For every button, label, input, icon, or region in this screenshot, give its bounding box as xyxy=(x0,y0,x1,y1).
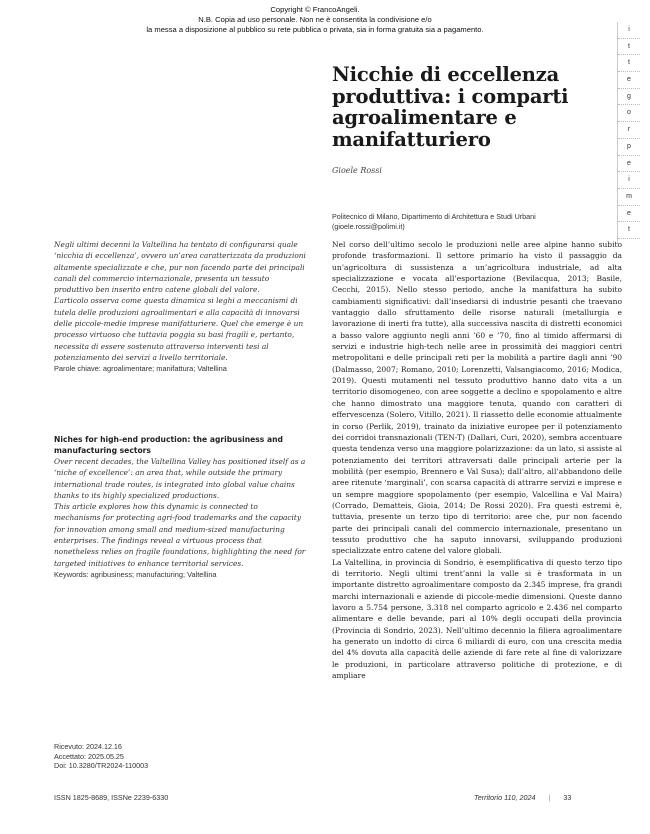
abstract-en-paragraph-2: This article explores how this dynamic is connected to mechanisms for protecting agri-food trademarks and the capacity for innovation among small and medium-sized manufacturing enterprises. The findings reveal a virtuous process that nonetheless relies on fragile foundations, highlighting the need for targeted initiatives to enhance territorial services. xyxy=(54,502,306,568)
affiliation-institution: Politecnico di Milano, Dipartimento di Architettura e Studi Urbani xyxy=(332,212,536,221)
footer-page-number: 33 xyxy=(563,793,572,802)
side-letter: t xyxy=(618,55,640,72)
side-letter: i xyxy=(618,172,640,189)
submission-dates xyxy=(54,742,148,771)
article-title: Nicchie di eccellenza produttiva: i comparti agroalimentare e manifatturiero xyxy=(332,63,569,151)
abstract-it-keywords: Parole chiave: agroalimentare; manifattura; Valtellina xyxy=(54,364,227,374)
footer-separator: | xyxy=(548,793,551,802)
side-letter: e xyxy=(618,206,640,223)
copyright-line-1: Copyright © FrancoAngeli. xyxy=(270,5,360,14)
abstract-english xyxy=(54,456,306,580)
side-letter: t xyxy=(618,39,640,56)
accepted-date: Accettato: 2025.05.25 xyxy=(54,751,124,761)
copyright-notice xyxy=(0,5,630,35)
author-affiliation xyxy=(332,212,622,232)
side-letter: e xyxy=(618,72,640,89)
article-body xyxy=(332,239,622,681)
footer-issue: 110, 2024 xyxy=(504,793,536,802)
body-paragraph-1: Nel corso dell’ultimo secolo le produzioni nelle aree alpine hanno subito profonde trasformazioni. Il settore primario ha visto il passaggio da un’agricoltura di sussistenza a un’agricoltura industriale, ad alta specializzazione e vocata all’esportazione (Bevilacqua, 2013; Basile, Cecchi, 2015). Nello stesso periodo, anche la manifattura ha subito cambiamenti significativi: dall’insediarsi di industrie pesanti che traevano vantaggio dallo sfruttamento delle risorse naturali (metallurgia e lavorazione di inerti fra tutte), alla successiva nascita di distretti economici a basso valore aggiunto negli anni ’60 e ’70, fino al timido affermarsi di servizi e industrie high-tech nelle aree in prossimità dei maggiori centri metropolitani e delle principali reti per la mobilità a partire dagli anni ’90 (Dalmasso, 2007; Romano, 2010; Lorenzetti, Valsangiacomo, 2016; Modica, 2019). Questi mutamenti nel tessuto produttivo hanno dato vita a un territorio disomogeneo, con aree soggette a declino e spopolamento e altre che hanno dimostrato una maggiore tenuta, quando con caratteri di effervescenza (Solero, Vitillo, 2021). Il riassetto delle economie attualmente in corso (Perlik, 2019), trainato da iniziative europee per il potenziamento dei corridoi transnazionali (TEN-T) (Dallari, Curi, 2020), sembra accentuare questa tendenza verso una maggiore polarizzazione: da un lato, si assiste al potenziamento dei territori attraversati dalle principali arterie per la mobilità (per esempio, Brennero e Val Susa); dall’altro, all’abbandono delle aree ritenute ‘marginali’, con scarsa capacità di attrarre servizi e imprese e un sempre maggiore spopolamento (per esempio, Valcellina e Val Maira) (Corrado, Dematteis, Gioia, 2014; De Rossi 2020). Fra questi estremi è, tuttavia, presente un terzo tipo di territorio: aree che, pur non facendo parte dei principali canali del commercio internazionale, presentano un tessuto produttivo che ha saputo innovarsi, sviluppando produzioni specializzate entro catene del valore globali. xyxy=(332,240,623,556)
side-letter: g xyxy=(618,89,640,106)
article-author: Gioele Rossi xyxy=(332,166,382,175)
footer-issn: ISSN 1825-8689, ISSNe 2239-6330 xyxy=(54,793,169,802)
doi[interactable]: Doi: 10.3280/TR2024-110003 xyxy=(54,761,149,771)
received-date: Ricevuto: 2024.12.16 xyxy=(54,742,122,751)
abstract-it-paragraph-2: L’articolo osserva come questa dinamica si leghi a meccanismi di tutela delle produzioni agroalimentari e alla capacità di innovarsi delle piccole-medie imprese manifatturiere. Quel che emerge è un processo virtuoso che tuttavia poggia su basi fragili e, pertanto, necessita di essere sostenuto attraverso interventi tesi al potenziamento dei servizi a livello territoriale. xyxy=(54,296,304,362)
side-letter: i xyxy=(618,22,640,39)
body-paragraph-2: La Valtellina, in provincia di Sondrio, è esemplificativa di questo terzo tipo di territorio. Negli ultimi trent’anni la valle si è trasformata in un importante distretto agroalimentare composto da 2.345 imprese, fra grandi marchi internazionali e aziende di piccole-medie dimensioni. Queste danno lavoro a 5.754 persone, 3.318 nel comparto agricolo e 2.436 nel comparto alimentare e delle bevande, pari al 10% degli occupati della provincia (Provincia di Sondrio, 2023). Nell’ultimo decennio la filiera agroalimentare ha generato un indotto di circa 6 miliardi di euro, con una crescita media del 4% dovuta alla capacità delle aziende di fare rete al fine di valorizzare le produzioni, in particolare attraverso politiche di protezione, e di ampliare xyxy=(332,557,622,681)
abstract-italian xyxy=(54,239,306,375)
footer-journal-info xyxy=(474,793,571,802)
side-letter: t xyxy=(618,222,640,239)
english-title: Niches for high-end production: the agribusiness and manufacturing sectors xyxy=(54,435,283,455)
side-letter: p xyxy=(618,139,640,156)
abstract-en-keywords: Keywords: agribusiness; manufacturing; Valtellina xyxy=(54,569,217,579)
side-letter: o xyxy=(618,105,640,122)
abstract-en-paragraph-1: Over recent decades, the Valtellina Valley has positioned itself as a ‘niche of excellence’: an area that, while outside the primary international trade routes, is integrated into global value chains thanks to its highly specialized productions. xyxy=(54,457,306,500)
side-letter: r xyxy=(618,122,640,139)
footer-journal-name: Territorio xyxy=(474,793,503,802)
copyright-line-3: la messa a disposizione al pubblico su rete pubblica o privata, sia in forma gratuita sia a pagamento. xyxy=(146,25,484,34)
side-letter: e xyxy=(618,156,640,173)
abstract-it-paragraph-1: Negli ultimi decenni la Valtellina ha tentato di configurarsi quale ‘nicchia di eccellenza’, ovvero un’area caratterizzata da produzioni altamente specializzate e che, pur non facendo parte dei principali canali del commercio internazionale, presenta un tessuto produttivo ben inserito entro catene globali del valore. xyxy=(54,240,306,295)
side-letter: m xyxy=(618,189,640,206)
affiliation-email[interactable]: (gioele.rossi@polimi.it) xyxy=(332,222,405,231)
copyright-line-2: N.B. Copia ad uso personale. Non ne è consentita la condivisione e/o xyxy=(198,15,432,24)
